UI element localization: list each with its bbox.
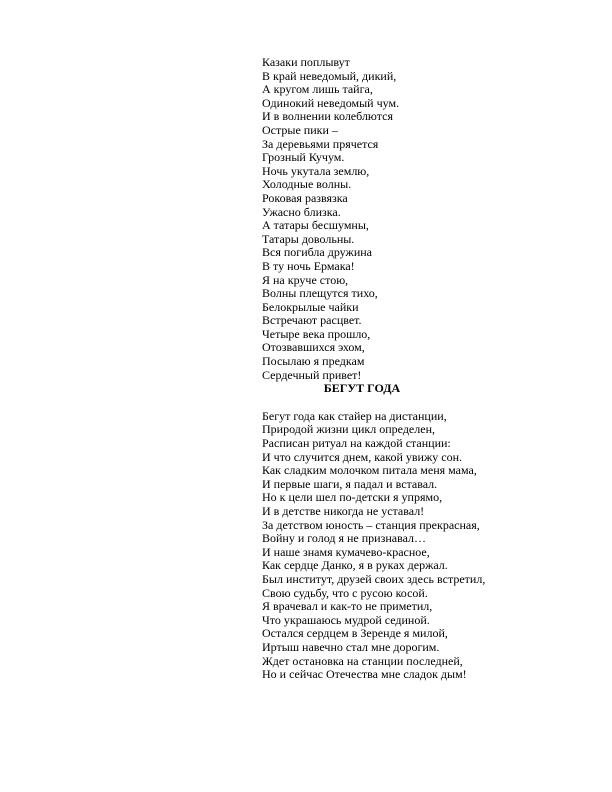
poem-1-line: Я на круче стою, xyxy=(262,272,349,287)
poem-1-line: А кругом лишь тайга, xyxy=(262,82,373,97)
poem-2-line: Но к цели шел по-детски я упрямо, xyxy=(262,490,443,505)
poem-2-line: Был институт, друзей своих здесь встретил, xyxy=(262,571,486,586)
poem-1-line: Роковая развязка xyxy=(262,190,348,205)
poem-2 xyxy=(262,410,562,682)
poem-2-line: И в детстве никогда не уставал! xyxy=(262,504,425,518)
poem-2-line: Я врачевал и как-то не приметил, xyxy=(262,599,433,614)
poem-2-line: Но и сейчас Отечества мне сладок дым! xyxy=(262,667,467,682)
poem-2-line: Остался сердцем в Зеренде я милой, xyxy=(262,626,448,641)
poem-2-title: БЕГУТ ГОДА xyxy=(323,381,401,396)
poem-1 xyxy=(262,56,562,382)
poem-1-line: Татары довольны. xyxy=(262,231,355,246)
poem-1-line: Четыре века прошло, xyxy=(262,326,371,341)
poem-1-line: Острые пики – xyxy=(262,122,338,137)
poem-2-line: Что украшаюсь мудрой сединой. xyxy=(262,612,430,627)
poem-1-line: Ночь укутала землю, xyxy=(262,163,370,178)
poem-1-line: За деревьями прячется xyxy=(262,136,379,151)
poem-1-line: И в волнении колеблются xyxy=(262,109,393,124)
poem-2-line: Свою судьбу, что с русою косой. xyxy=(262,585,428,600)
poem-2-line: Как сладким молочком питала меня мама, xyxy=(262,463,477,478)
poem-2-line: За детством юность – станция прекрасная, xyxy=(262,517,480,532)
poem-2-line: Как сердце Данко, я в руках держал. xyxy=(262,558,448,573)
poem-1-line: А татары бесшумны, xyxy=(262,218,369,233)
poem-2-line: Войну и голод я не признавал… xyxy=(262,531,427,546)
poem-2-line: Расписан ритуал на каждой станции: xyxy=(262,436,451,451)
poem-2-line: Природой жизни цикл определен, xyxy=(262,422,435,437)
poem-2-line: И первые шаги, я падал и вставал. xyxy=(262,476,438,491)
poem-1-line: Грозный Кучум. xyxy=(262,150,345,165)
poem-1-line: Холодные волны. xyxy=(262,177,352,192)
poem-2-line: Ждет остановка на станции последней, xyxy=(262,653,463,668)
poem-1-line: Волны плещутся тихо, xyxy=(262,286,378,301)
text-column xyxy=(262,56,562,682)
poem-1-line: Вся погибла дружина xyxy=(262,245,372,260)
poem-1-line: Казаки поплывут xyxy=(262,55,350,69)
poem-2-line: Иртыш навечно стал мне дорогим. xyxy=(262,639,440,654)
poem-1-line: В край неведомый, дикий, xyxy=(262,68,397,83)
poem-1-line: Сердечный привет! xyxy=(262,367,362,382)
poem-1-line: Белокрылые чайки xyxy=(262,299,359,314)
blank-line xyxy=(262,396,562,410)
poem-2-line: Бегут года как стайер на дистанции, xyxy=(262,408,447,423)
poem-1-line: Одинокий неведомый чум. xyxy=(262,95,400,110)
poem-1-line: В ту ночь Ермака! xyxy=(262,258,355,273)
poem-2-line: И наше знамя кумачево-красное, xyxy=(262,544,430,559)
poem-1-line: Ужасно близка. xyxy=(262,204,341,219)
poem-1-line: Встречают расцвет. xyxy=(262,313,362,328)
poem-2-line: И что случится днем, какой увижу сон. xyxy=(262,449,462,464)
poem-1-line: Посылаю я предкам xyxy=(262,354,365,369)
poem-1-line: Отозвавшихся эхом, xyxy=(262,340,365,355)
